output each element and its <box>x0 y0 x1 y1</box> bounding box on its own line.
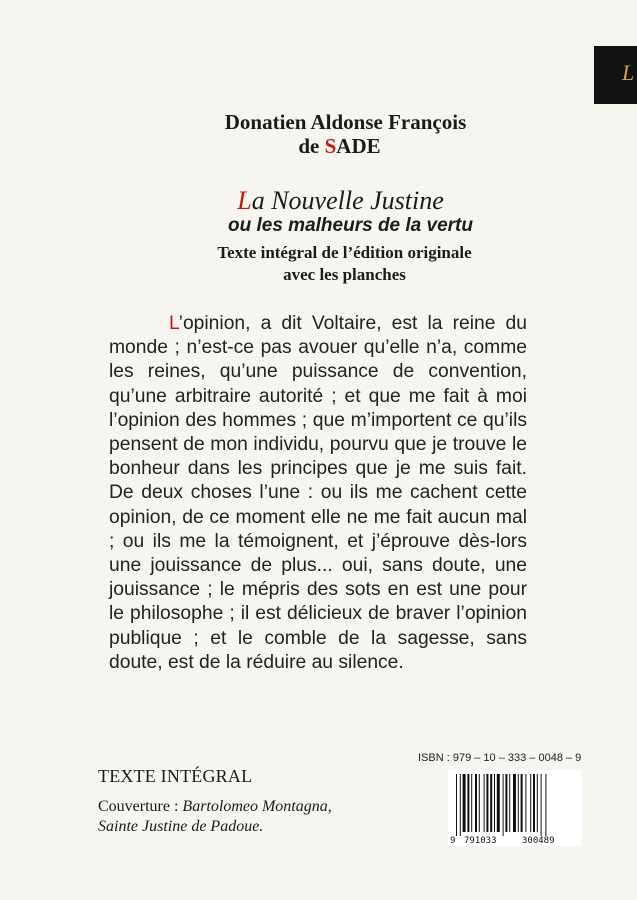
author-surname: de SADE <box>298 134 381 158</box>
barcode-bar <box>486 774 488 832</box>
barcode-bar <box>537 774 538 832</box>
barcode-bar <box>521 774 523 832</box>
barcode-bar <box>475 774 477 832</box>
barcode-bar <box>530 774 531 832</box>
cover-credit: Couverture : Bartolomeo Montagna, <box>98 798 332 815</box>
texte-integral-label: TEXTE INTÉGRAL <box>98 766 253 786</box>
edition-note-line1: Texte intégral de l’édition originale <box>217 243 472 262</box>
edition-note-line2: avec les planches <box>283 265 406 284</box>
barcode-bar <box>533 774 535 832</box>
back-cover-quote: L’opinion, a dit Voltaire, est la reine du monde ; n’est-ce pas avouer qu’elle n’a, comme les reines, qu’une puissance de convention, qu’une arbitraire autorité ; et que me fait à moi l’opinion des hommes ; que m’importent ce qu’ils pensent de mon individu, pourvu que je trouve le bonheur dans les principes que je me suis fait. De deux choses l’une : ou ils me cachent cette opinion, de ce moment elle ne me fait aucun mal ; ou ils me la témoignent, et j’éprouve dès-lors une jouissance de plus... oui, sans doute, une jouissance ; le mépris des sots en est une pour le philosophe ; il est délicieux de braver l’opinion publique ; et le comble de la sagesse, sans doute, est de la réduire au silence. <box>109 313 527 673</box>
barcode-bar <box>494 774 495 832</box>
barcode-bar <box>503 774 504 836</box>
barcode-bar <box>545 774 546 836</box>
barcode-bar <box>484 774 485 832</box>
barcode-digit-group: 300489 <box>522 836 555 846</box>
barcode-bar <box>518 774 519 832</box>
isbn-barcode <box>448 770 582 846</box>
barcode-digit-group: 791033 <box>464 836 497 846</box>
barcode-bar <box>513 774 516 832</box>
isbn-number: ISBN : 979 – 10 – 333 – 0048 – 9 <box>418 752 582 764</box>
book-title: La Nouvelle Justine <box>237 186 444 215</box>
barcode-bar <box>463 774 466 832</box>
author-name: Donatien Aldonse François <box>224 110 467 134</box>
cover-credit-title: Sainte Justine de Padoue. <box>98 818 264 835</box>
barcode-bar <box>460 774 461 836</box>
barcode-bar <box>471 774 472 832</box>
barcode-bar <box>541 774 542 836</box>
barcode-bar <box>467 774 469 832</box>
spine-corner-mark <box>594 46 637 104</box>
barcode-bar <box>525 774 526 832</box>
barcode-bar <box>497 774 500 832</box>
barcode-graphic <box>448 770 582 846</box>
barcode-bar <box>456 774 457 836</box>
spine-letter: L <box>622 60 635 85</box>
book-subtitle: ou les malheurs de la vertu <box>228 215 473 236</box>
barcode-bar <box>490 774 492 832</box>
barcode-bar <box>505 774 507 832</box>
barcode-bar <box>479 774 480 832</box>
barcode-digit-group: 9 <box>450 836 456 846</box>
barcode-bar <box>509 774 510 832</box>
